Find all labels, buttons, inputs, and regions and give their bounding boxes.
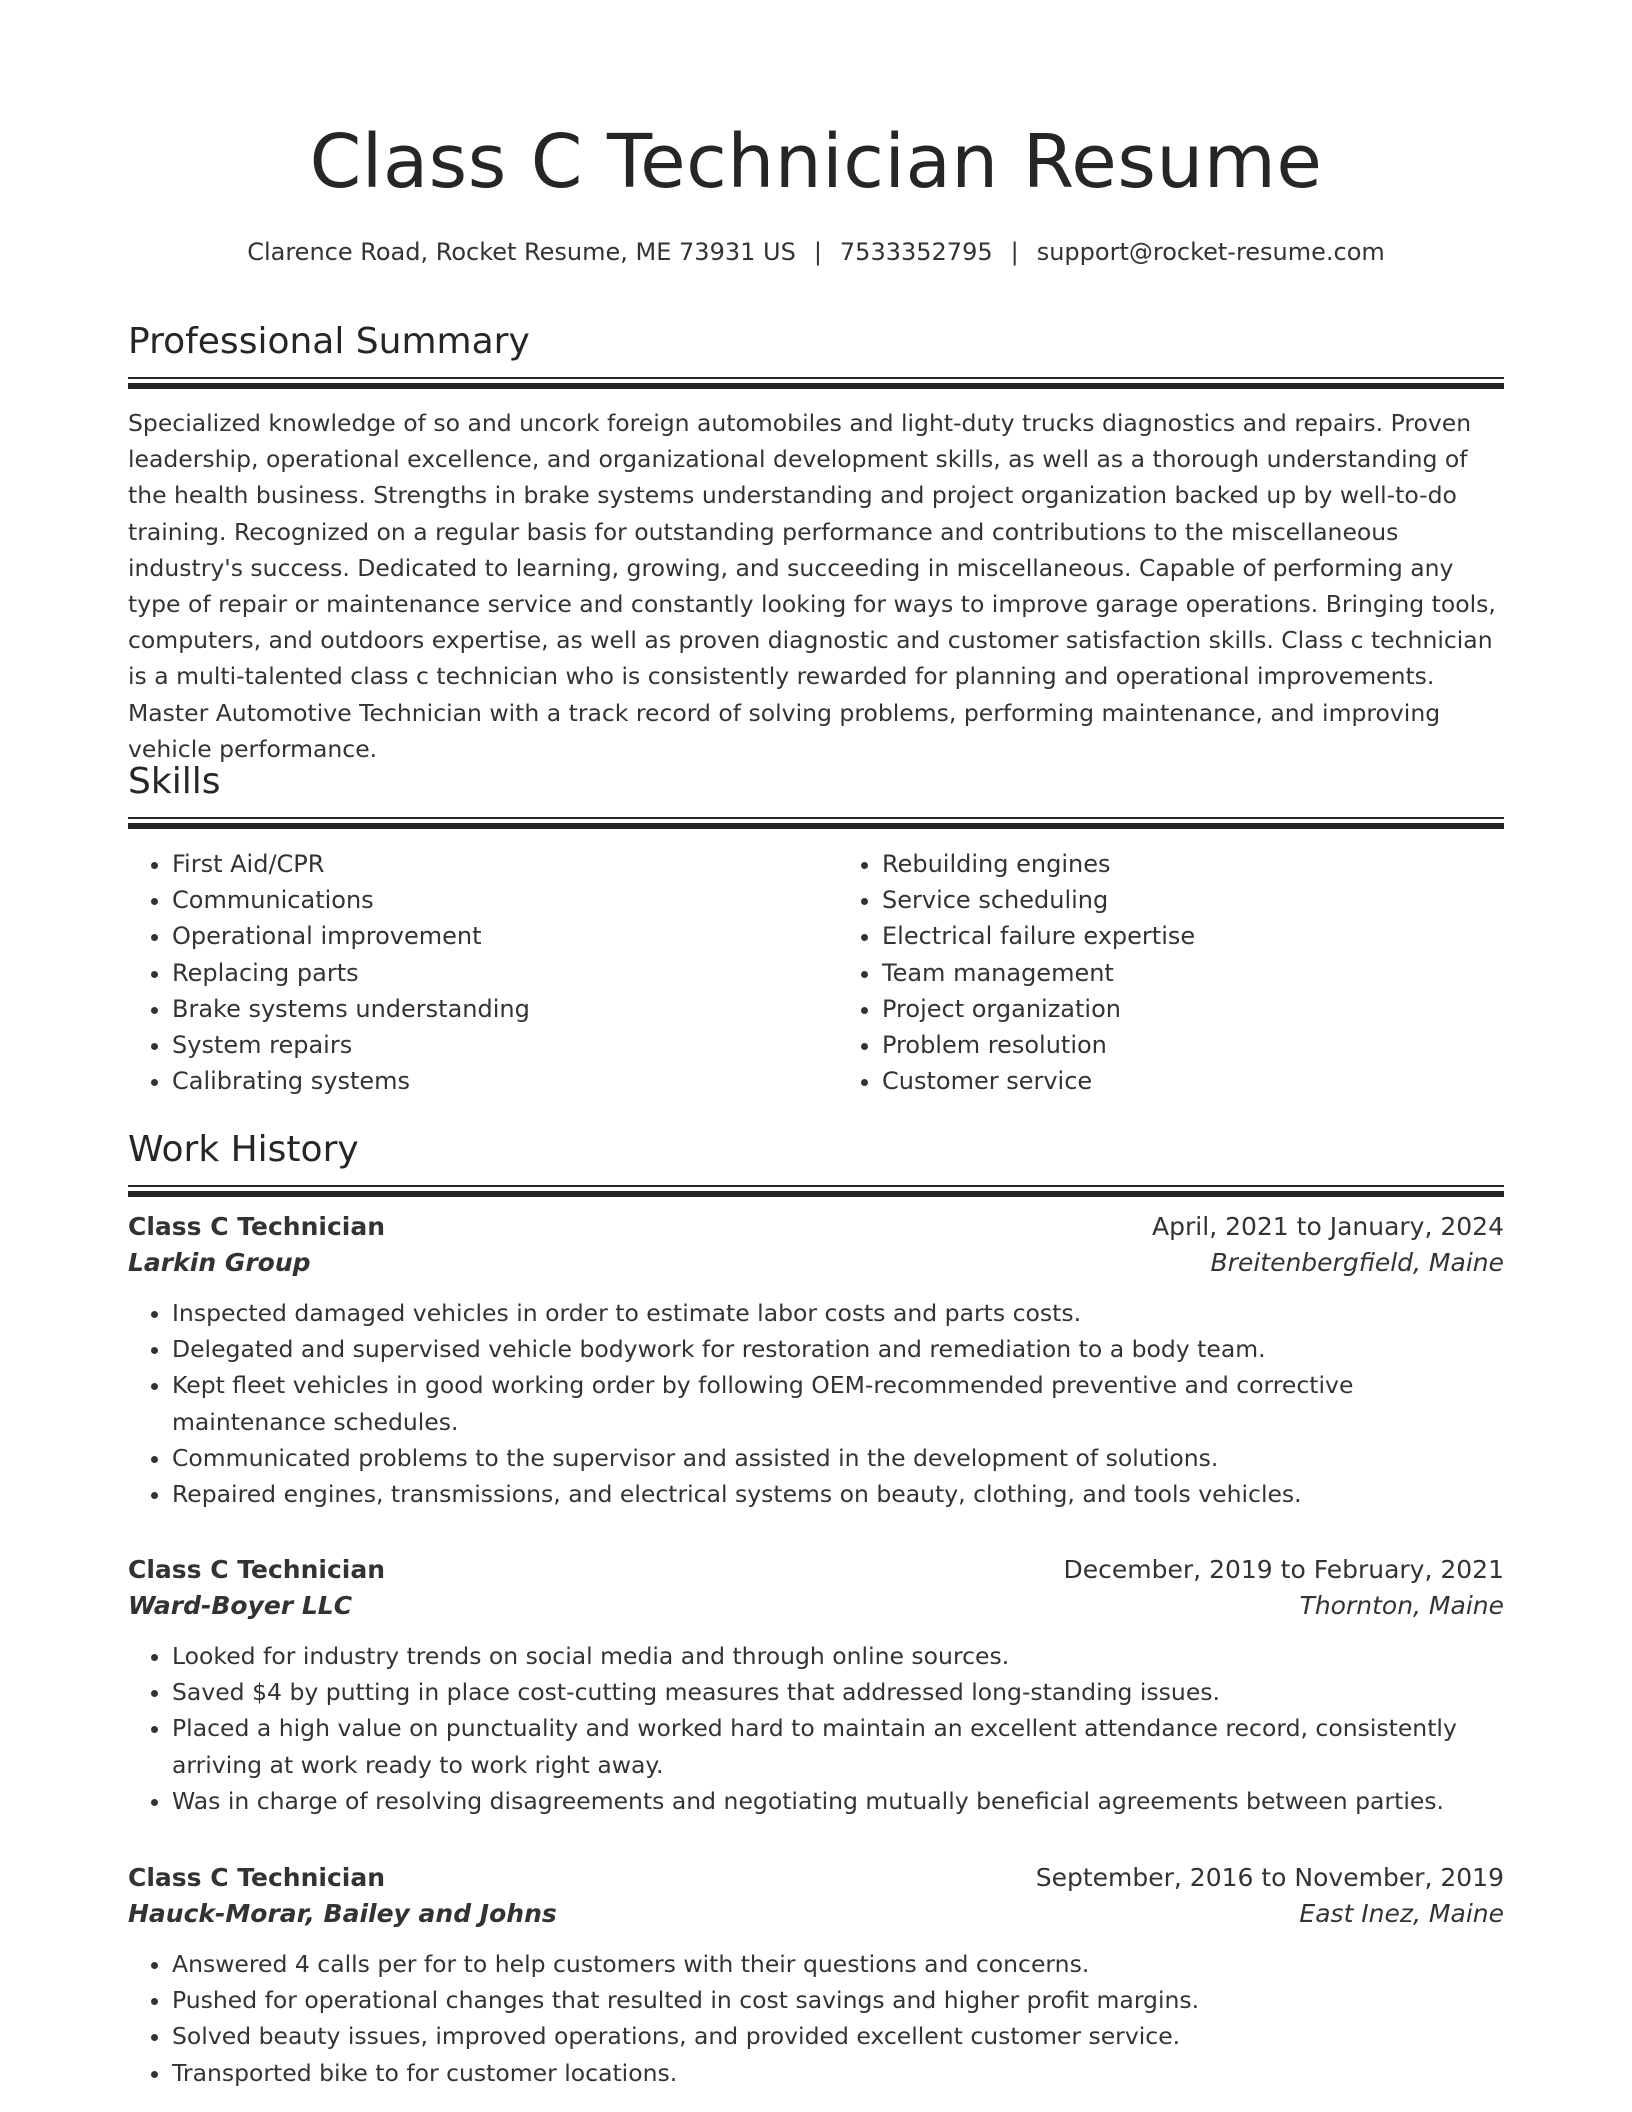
job-bullet: • Answered 4 calls per for to help customers with their questions and concerns. xyxy=(172,1946,1504,1982)
work-heading: Work History xyxy=(128,1129,359,1170)
job-bullets xyxy=(128,1946,1504,2091)
job-header xyxy=(128,1863,1504,1892)
skill-item: • First Aid/CPR xyxy=(172,846,794,882)
job-bullet: • Transported bike to for customer locations. xyxy=(172,2055,1504,2091)
contact-separator: | xyxy=(813,238,822,266)
job-location: Breitenbergfield, Maine xyxy=(1210,1248,1504,1277)
job-dates: September, 2016 to November, 2019 xyxy=(1035,1863,1504,1892)
skills-column-left xyxy=(128,846,794,1099)
job-bullet: • Pushed for operational changes that resulted in cost savings and higher profit margins. xyxy=(172,1982,1504,2018)
job-bullet: • Kept fleet vehicles in good working order by following OEM-recommended preventive and corrective maintenance schedules. xyxy=(172,1367,1504,1439)
skill-item: • System repairs xyxy=(172,1027,794,1063)
job-header xyxy=(128,1212,1504,1241)
contact-email: support@rocket-resume.com xyxy=(1036,238,1385,266)
job-bullet: • Communicated problems to the supervisor and assisted in the development of solutions. xyxy=(172,1440,1504,1476)
skill-item: • Team management xyxy=(882,955,1504,991)
skill-item: • Problem resolution xyxy=(882,1027,1504,1063)
summary-text: Specialized knowledge of so and uncork foreign automobiles and light-duty trucks diagnostics and repairs. Proven leadership, operational excellence, and organizational development skills, as well as a thorough understanding of the health business. Strengths in brake systems understanding and project organization backed up by well-to-do training. Recognized on a regular basis for outstanding performance and contributions to the miscellaneous industry's success. Dedicated to learning, growing, and succeeding in miscellaneous. Capable of performing any type of repair or maintenance service and constantly looking for ways to improve garage operations. Bringing tools, computers, and outdoors expertise, as well as proven diagnostic and customer satisfaction skills. Class c technician is a multi-talented class c technician who is consistently rewarded for planning and operational improvements. Master Automotive Technician with a track record of solving problems, performing maintenance, and improving vehicle performance. xyxy=(128,409,1496,763)
summary-heading: Professional Summary xyxy=(128,321,530,362)
skill-item: • Project organization xyxy=(882,991,1504,1027)
section-divider xyxy=(128,817,1504,819)
job-entry xyxy=(128,1555,1504,1819)
job-bullet: • Repaired engines, transmissions, and electrical systems on beauty, clothing, and tools vehicles. xyxy=(172,1476,1504,1512)
contact-address: Clarence Road, Rocket Resume, ME 73931 US xyxy=(247,238,796,266)
work-section-header xyxy=(128,1128,1504,1187)
skill-item: • Replacing parts xyxy=(172,955,794,991)
skills-column-right xyxy=(838,846,1504,1099)
job-title: Class C Technician xyxy=(128,1863,386,1892)
job-company: Hauck-Morar, Bailey and Johns xyxy=(128,1899,557,1928)
skill-item: • Calibrating systems xyxy=(172,1063,794,1099)
skills-heading: Skills xyxy=(128,761,221,802)
job-location: Thornton, Maine xyxy=(1299,1591,1504,1620)
job-subheader xyxy=(128,1899,1504,1928)
skill-item: • Communications xyxy=(172,882,794,918)
skill-item: • Operational improvement xyxy=(172,918,794,954)
skill-item: • Customer service xyxy=(882,1063,1504,1099)
job-bullets xyxy=(128,1295,1504,1512)
job-company: Larkin Group xyxy=(128,1248,311,1277)
skill-item: • Brake systems understanding xyxy=(172,991,794,1027)
job-bullet: • Looked for industry trends on social media and through online sources. xyxy=(172,1638,1504,1674)
job-bullet: • Inspected damaged vehicles in order to estimate labor costs and parts costs. xyxy=(172,1295,1504,1331)
skills-list xyxy=(128,846,1504,1099)
job-bullet: • Placed a high value on punctuality and worked hard to maintain an excellent attendance record, consistently arriving at work ready to work right away. xyxy=(172,1710,1504,1782)
job-title: Class C Technician xyxy=(128,1555,386,1584)
contact-line xyxy=(128,238,1504,266)
job-bullet: • Delegated and supervised vehicle bodywork for restoration and remediation to a body team. xyxy=(172,1331,1504,1367)
job-dates: December, 2019 to February, 2021 xyxy=(1063,1555,1504,1584)
job-subheader xyxy=(128,1248,1504,1277)
job-bullet: • Solved beauty issues, improved operations, and provided excellent customer service. xyxy=(172,2018,1504,2054)
job-bullet: • Was in charge of resolving disagreements and negotiating mutually beneficial agreements between parties. xyxy=(172,1783,1504,1819)
job-dates: April, 2021 to January, 2024 xyxy=(1152,1212,1504,1241)
job-header xyxy=(128,1555,1504,1584)
skill-item: • Rebuilding engines xyxy=(882,846,1504,882)
skill-item: • Electrical failure expertise xyxy=(882,918,1504,954)
page-title: Class C Technician Resume xyxy=(309,119,1323,205)
skill-item: • Service scheduling xyxy=(882,882,1504,918)
summary-section-header xyxy=(128,320,1504,379)
contact-separator: | xyxy=(1010,238,1019,266)
skills-section-header xyxy=(128,760,1504,819)
job-subheader xyxy=(128,1591,1504,1620)
job-entry xyxy=(128,1863,1504,2091)
job-title: Class C Technician xyxy=(128,1212,386,1241)
job-bullets xyxy=(128,1638,1504,1819)
job-location: East Inez, Maine xyxy=(1299,1899,1504,1928)
job-company: Ward-Boyer LLC xyxy=(128,1591,353,1620)
section-divider xyxy=(128,1185,1504,1187)
contact-phone: 7533352795 xyxy=(839,238,993,266)
job-bullet: • Saved $4 by putting in place cost-cutting measures that addressed long-standing issues. xyxy=(172,1674,1504,1710)
job-entry xyxy=(128,1212,1504,1512)
section-divider xyxy=(128,377,1504,379)
